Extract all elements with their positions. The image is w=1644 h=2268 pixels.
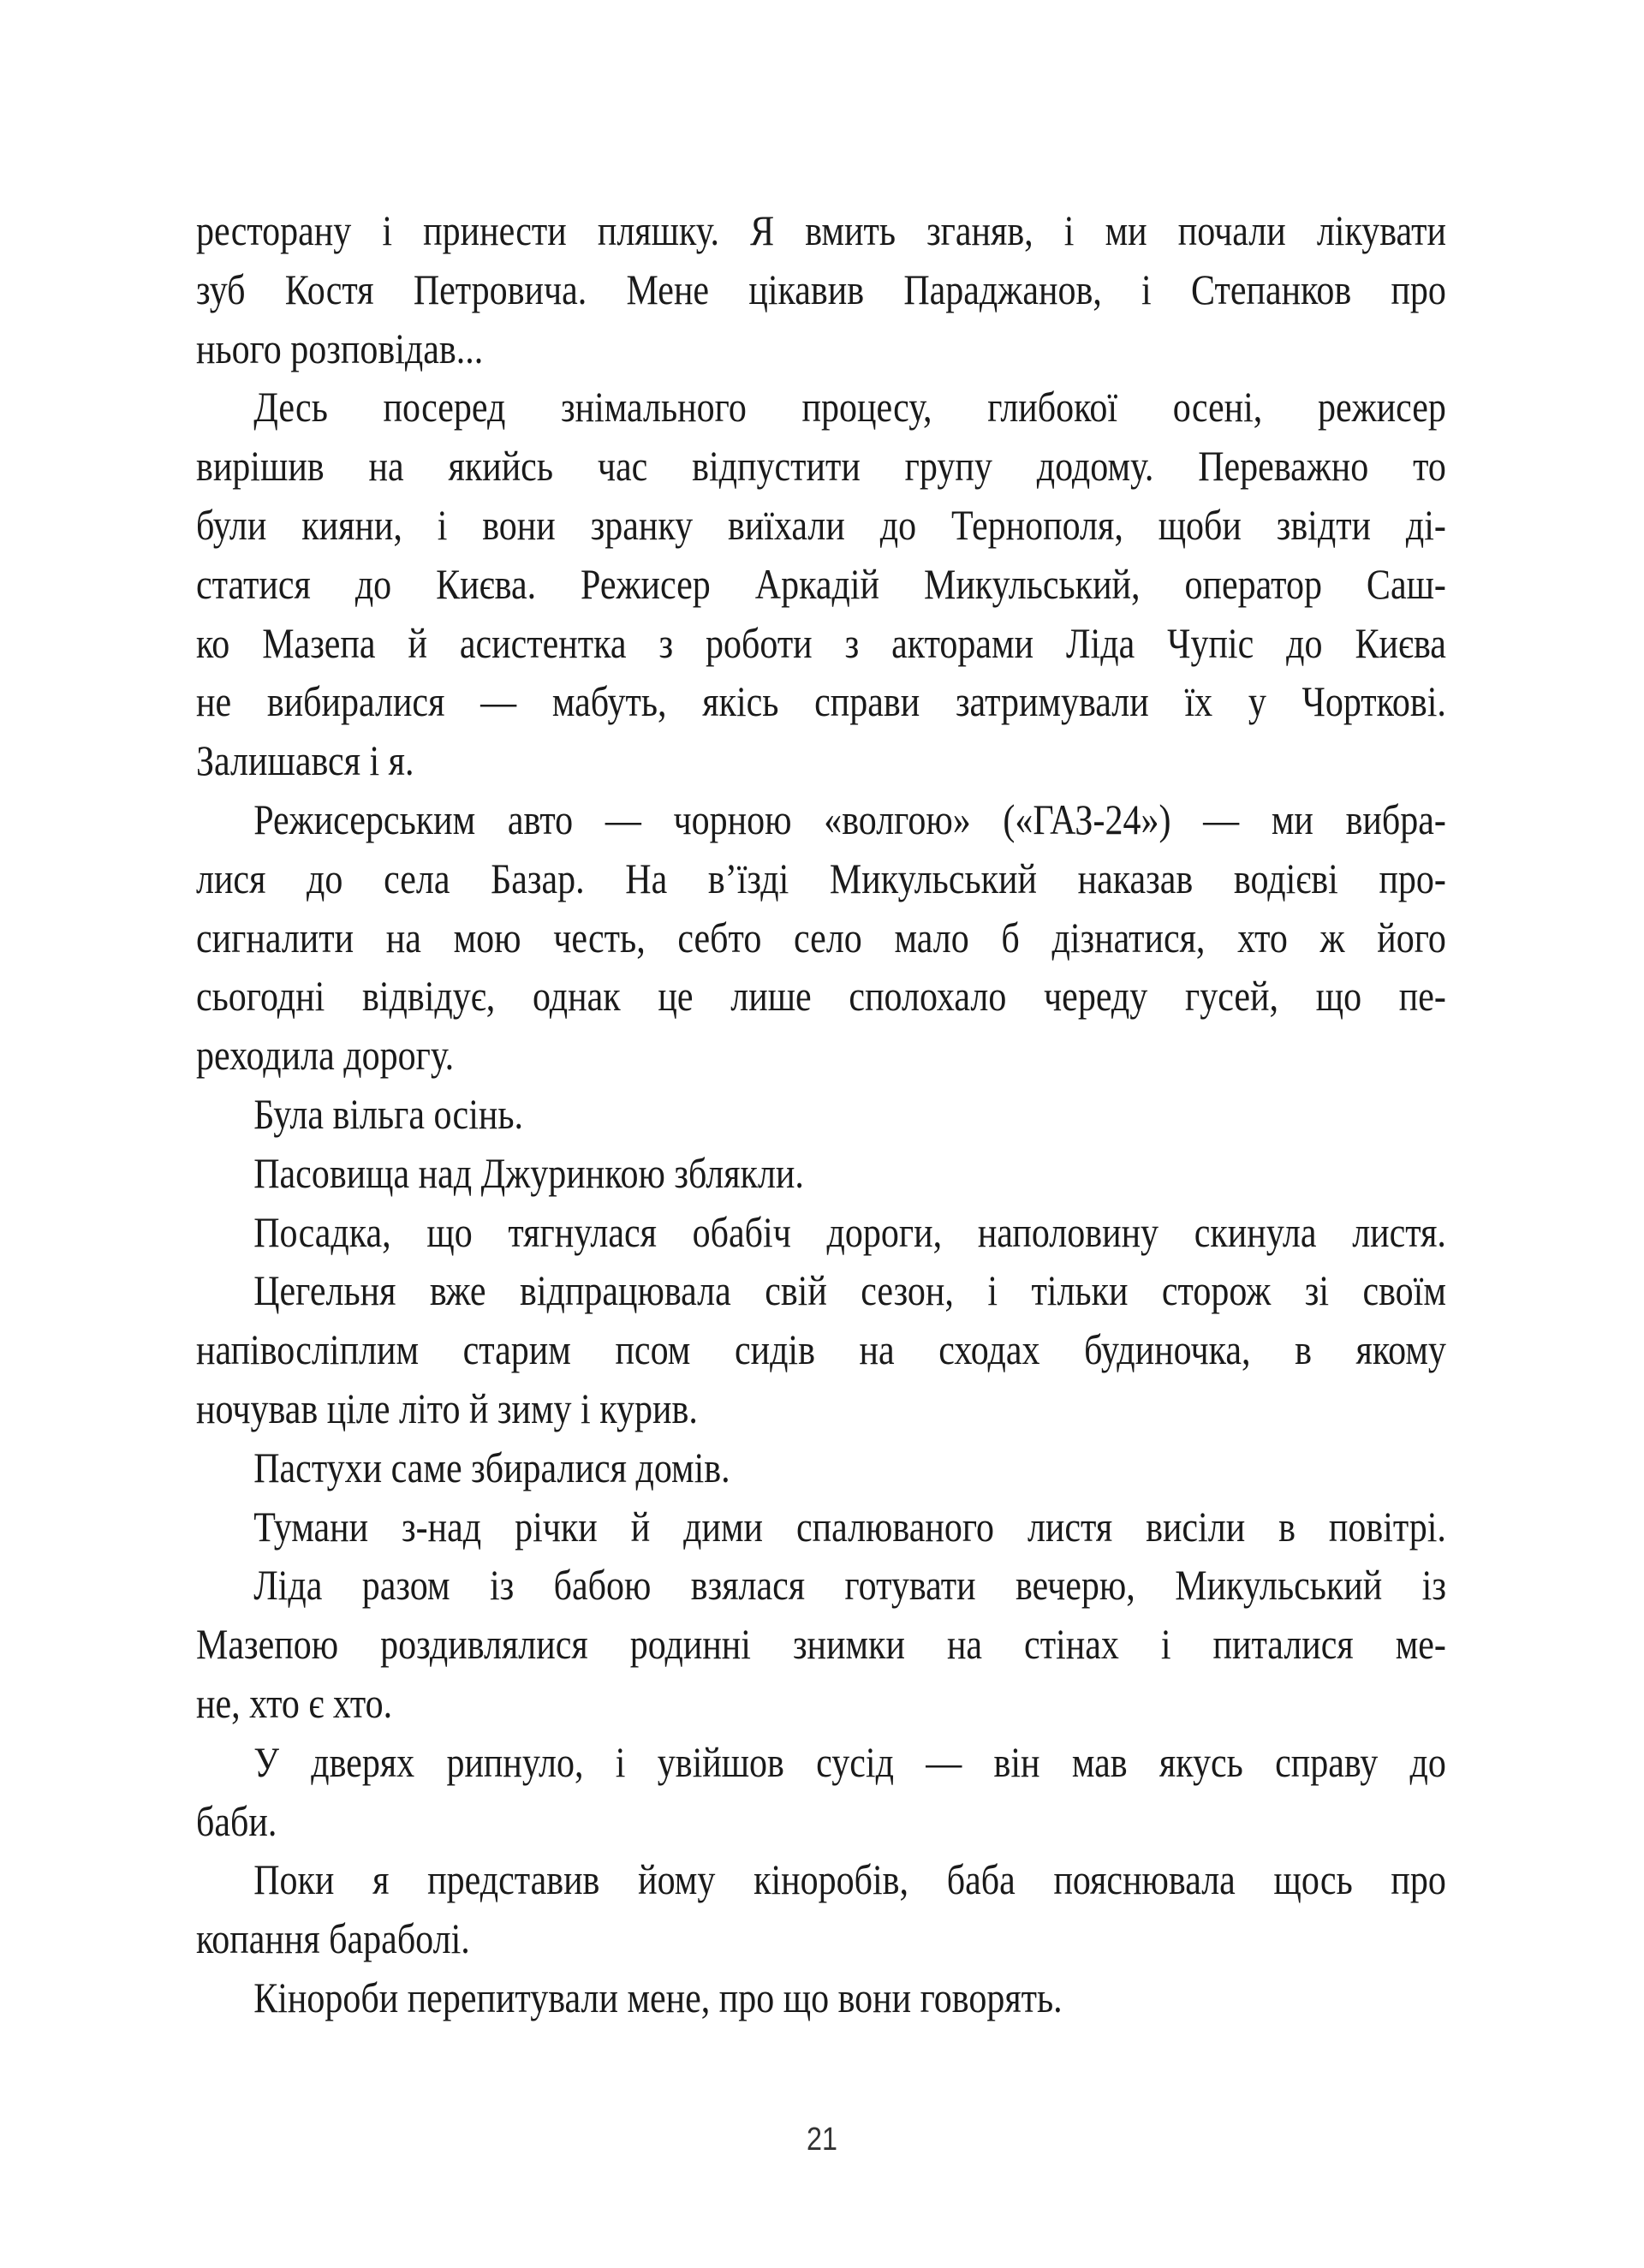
text-line: Десь посеред знімального процесу, глибокої осені, режисер <box>253 383 1446 432</box>
text-line: ко Мазепа й асистентка з роботи з акторами Ліда Чупіс до Києва <box>196 618 1446 667</box>
text-line: Залишався і я. <box>196 736 414 785</box>
text-line: Була вільга осінь. <box>253 1089 524 1138</box>
text-line: нього розповідав... <box>196 324 484 372</box>
text-line: Пастухи саме збиралися домів. <box>253 1443 730 1491</box>
text-line: ресторану і принести пляшку. Я вмить зганяв, і ми почали лікувати <box>196 206 1446 254</box>
text-line: лися до села Базар. На в’їзді Микульський наказав водієві про- <box>196 854 1446 902</box>
text-line: Режисерським авто — чорною «волгою» («ГАЗ-24») — ми вибра- <box>253 795 1446 843</box>
text-line: копання бараболі. <box>196 1914 470 1963</box>
text-line: реходила дорогу. <box>196 1031 455 1080</box>
text-line: не, хто є хто. <box>196 1678 393 1727</box>
text-line: Пасовища над Джуринкою зблякли. <box>253 1148 804 1197</box>
text-line: Цегельня вже відпрацювала свій сезон, і тільки сторож зі своїм <box>253 1266 1446 1315</box>
page-number: 21 <box>807 2122 837 2158</box>
text-line: були кияни, і вони зранку виїхали до Тернополя, щоби звідти ді- <box>196 500 1446 549</box>
text-line: баби. <box>196 1796 277 1845</box>
text-line: ночував ціле літо й зиму і курив. <box>196 1384 698 1432</box>
text-line: зуб Костя Петровича. Мене цікавив Параджанов, і Степанков про <box>196 265 1446 313</box>
text-line: Мазепою роздивлялися родинні знимки на стінах і питалися ме- <box>196 1620 1446 1669</box>
text-line: напівосліплим старим псом сидів на сходах будиночка, в якому <box>196 1325 1446 1374</box>
text-line: сьогодні відвідує, однак це лише сполохало череду гусей, що пе- <box>196 972 1446 1021</box>
body-text <box>196 201 1446 2027</box>
text-line: Кінороби перепитували мене, про що вони говорять. <box>253 1973 1063 2021</box>
text-line: Ліда разом із бабою взялася готувати вечерю, Микульський із <box>253 1561 1446 1610</box>
text-line: статися до Києва. Режисер Аркадій Микульський, оператор Саш- <box>196 559 1446 608</box>
text-line: вирішив на якийсь час відпустити групу додому. Переважно то <box>196 442 1446 491</box>
text-line: Посадка, що тягнулася обабіч дороги, наполовину скинула листя. <box>253 1207 1446 1256</box>
text-line: Тумани з-над річки й дими спалюваного листя висіли в повітрі. <box>253 1502 1446 1551</box>
text-line: У дверях рипнуло, і увійшов сусід — він мав якусь справу до <box>253 1737 1446 1786</box>
text-line: не вибиралися — мабуть, якісь справи затримували їх у Чорткові. <box>196 677 1446 726</box>
text-line: сигналити на мою честь, себто село мало б дізнатися, хто ж його <box>196 913 1446 961</box>
text-line: Поки я представив йому кіноробів, баба пояснювала щось про <box>253 1855 1446 1904</box>
